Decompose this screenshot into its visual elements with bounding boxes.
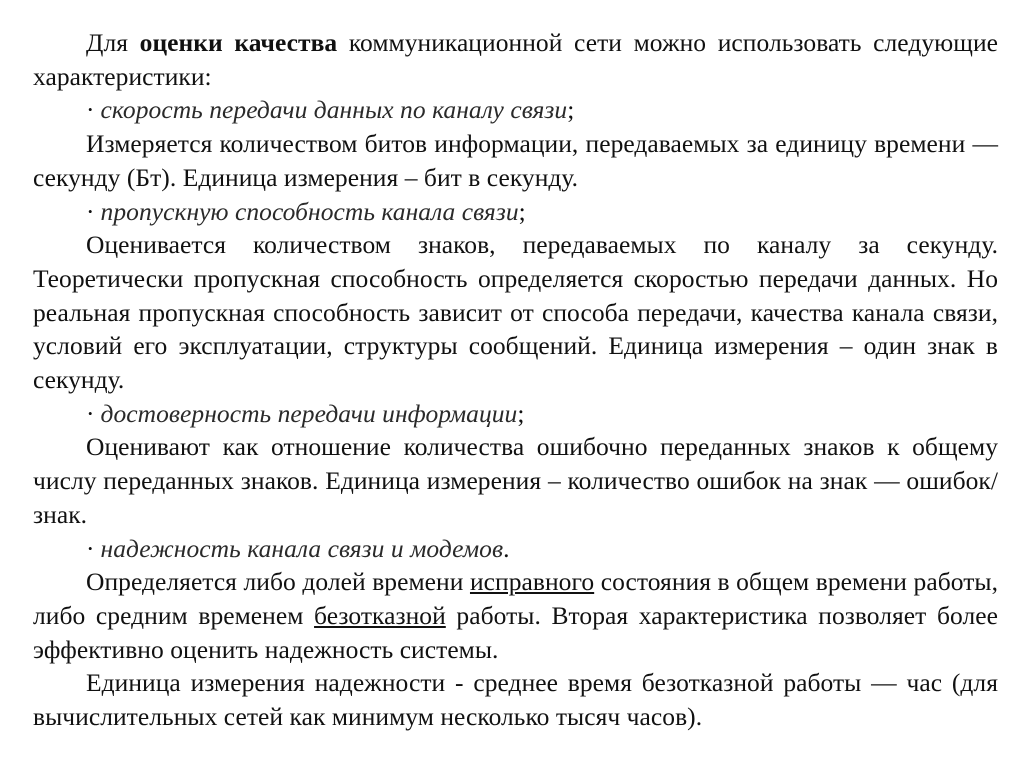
bullet-end: ; <box>567 95 575 125</box>
bullet-reliability <box>33 532 998 566</box>
intro-post: коммуникационной сети можно использовать следующие характеристики: <box>33 28 999 91</box>
underlined-term-serviceable: исправного <box>469 567 595 597</box>
paragraph-speed: Измеряется количеством битов информации, передаваемых за единицу времени — секунду (Бт). Единица измерения – бит в секунду. <box>33 129 998 192</box>
intro-paragraph <box>33 26 998 93</box>
bullet-accuracy <box>33 397 998 431</box>
intro-bold-term: оценки качества <box>139 28 338 57</box>
paragraph-accuracy: Оценивают как отношение количества ошибочно переданных знаков к общему числу переданных знаков. Единица измерения – количество ошибок на знак — ошибок/знак. <box>33 432 998 529</box>
bullet-term: надежность канала связи и модемов <box>100 533 504 563</box>
bullet-term: пропускную способность канала связи <box>100 196 519 226</box>
bullet-dot: · <box>86 533 95 563</box>
bullet-speed <box>33 93 998 127</box>
paragraph-bandwidth: Оценивается количеством знаков, передаваемых по каналу за секунду. Теоретически пропускная способность определяется скоростью передачи данных. Но реальная пропускная способность зависит от способа передачи, качества канала связи, условий его эксплуатации, структуры сообщений. Единица измерения – один знак в секунду. <box>33 230 998 395</box>
bullet-end: . <box>503 533 510 563</box>
reliability-part-2: состояния в общем времени работы, либо средним временем <box>33 567 998 630</box>
bullet-term: достоверность передачи информации <box>100 398 518 428</box>
paragraph-reliability <box>33 565 998 666</box>
bullet-dot: · <box>86 196 95 226</box>
bullet-term: скорость передачи данных по каналу связи <box>100 95 568 125</box>
bullet-end: ; <box>518 196 526 226</box>
bullet-bandwidth <box>33 195 998 229</box>
paragraph-final: Единица измерения надежности - среднее время безотказной работы — час (для вычислительных сетей как минимум несколько тысяч часов). <box>33 668 998 732</box>
reliability-part-1: Определяется либо долей времени <box>86 567 470 597</box>
document-text <box>33 26 998 734</box>
underlined-term-failure-free: безотказной <box>314 600 446 630</box>
bullet-end: ; <box>517 398 525 428</box>
bullet-dot: · <box>86 95 95 125</box>
bullet-dot: · <box>86 398 95 428</box>
reliability-part-3: работы. Вторая характеристика позволяет более эффективно оценить надежность системы. <box>33 600 998 664</box>
intro-pre: Для <box>86 28 140 57</box>
